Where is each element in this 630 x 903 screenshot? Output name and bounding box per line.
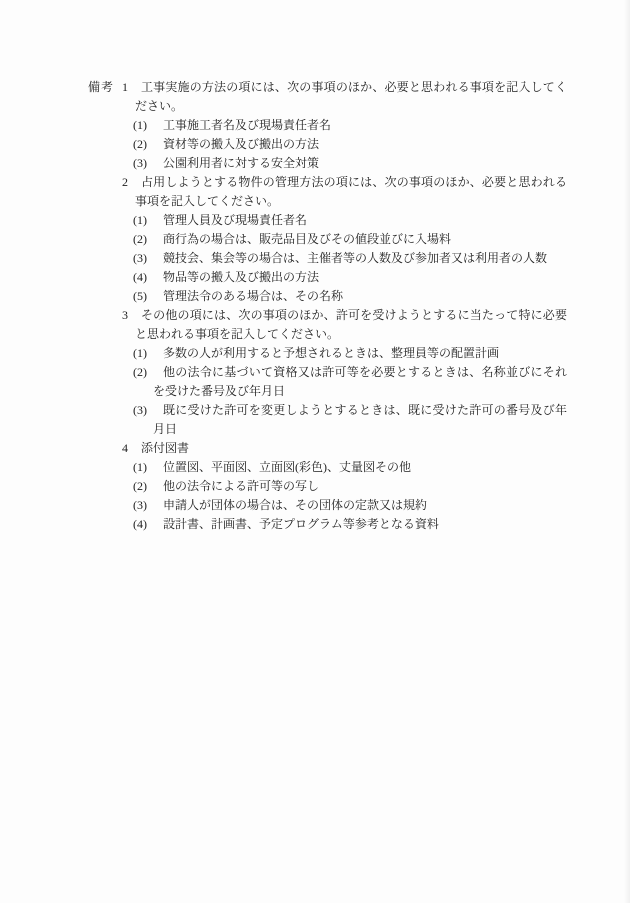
item-text: 公園利用者に対する安全対策 — [163, 156, 320, 170]
list-item — [0, 515, 630, 534]
item-number: (3) — [133, 251, 147, 265]
item-text: 既に受けた許可を変更しようとするときは、既に受けた許可の番号及び年月日 — [153, 403, 567, 436]
item-text: 資材等の搬入及び搬出の方法 — [163, 137, 320, 151]
page-edge-shadow — [624, 0, 630, 903]
item-number: (3) — [133, 498, 147, 512]
item-text: 管理人員及び現場責任者名 — [163, 213, 308, 227]
item-text: 競技会、集会等の場合は、主催者等の人数及び参加者又は利用者の人数 — [163, 251, 548, 265]
list-item — [0, 496, 630, 515]
list-item — [0, 458, 630, 477]
item-text: 他の法令による許可等の写し — [163, 479, 320, 493]
item-text: 申請人が団体の場合は、その団体の定款又は規約 — [163, 498, 428, 512]
list-item — [0, 344, 630, 363]
note-number: 4 — [122, 441, 128, 455]
list-item — [0, 287, 630, 306]
item-text: 多数の人が利用すると予想されるときは、整理員等の配置計画 — [163, 346, 500, 360]
list-item — [0, 477, 630, 496]
note-text: 添付図書 — [141, 441, 190, 455]
note-text: 工事実施の方法の項には、次の事項のほか、必要と思われる事項を記入してください。 — [135, 80, 567, 113]
note-text: その他の項には、次の事項のほか、許可を受けようとするに当たって特に必要と思われる事項を記入してください。 — [135, 308, 567, 341]
note-2 — [0, 173, 630, 306]
item-text: 設計書、計画書、予定プログラム等参考となる資料 — [163, 517, 439, 531]
list-item — [0, 230, 630, 249]
note-4 — [0, 439, 630, 534]
note-number: 2 — [122, 175, 128, 189]
item-text: 物品等の搬入及び搬出の方法 — [163, 270, 320, 284]
item-text: 他の法令に基づいて資格又は許可等を必要とするときは、名称並びにそれを受けた番号及び年月日 — [153, 365, 567, 398]
item-text: 管理法令のある場合は、その名称 — [163, 289, 344, 303]
item-number: (3) — [133, 156, 147, 170]
list-item — [0, 116, 630, 135]
note-number: 3 — [122, 308, 128, 322]
list-item — [0, 401, 630, 439]
item-text: 位置図、平面図、立面図(彩色)、丈量図その他 — [163, 460, 411, 474]
list-item — [0, 154, 630, 173]
note-1 — [0, 78, 630, 173]
note-number: 1 — [122, 80, 128, 94]
list-item — [0, 268, 630, 287]
item-number: (1) — [133, 460, 147, 474]
remarks-heading: 備考 — [88, 80, 115, 94]
item-number: (4) — [133, 270, 147, 284]
note-3 — [0, 306, 630, 439]
list-item — [0, 211, 630, 230]
remarks-section — [0, 78, 630, 534]
item-number: (2) — [133, 232, 147, 246]
item-number: (1) — [133, 213, 147, 227]
item-number: (5) — [133, 289, 147, 303]
item-number: (2) — [133, 479, 147, 493]
list-item — [0, 135, 630, 154]
item-text: 商行為の場合は、販売品目及びその値段並びに入場料 — [163, 232, 452, 246]
item-number: (4) — [133, 517, 147, 531]
item-number: (2) — [133, 137, 147, 151]
list-item — [0, 363, 630, 401]
item-number: (1) — [133, 346, 147, 360]
item-number: (2) — [133, 365, 147, 379]
item-text: 工事施工者名及び現場責任者名 — [163, 118, 332, 132]
note-text: 占用しようとする物件の管理方法の項には、次の事項のほか、必要と思われる事項を記入してください。 — [135, 175, 567, 208]
item-number: (3) — [133, 403, 147, 417]
item-number: (1) — [133, 118, 147, 132]
list-item — [0, 249, 630, 268]
